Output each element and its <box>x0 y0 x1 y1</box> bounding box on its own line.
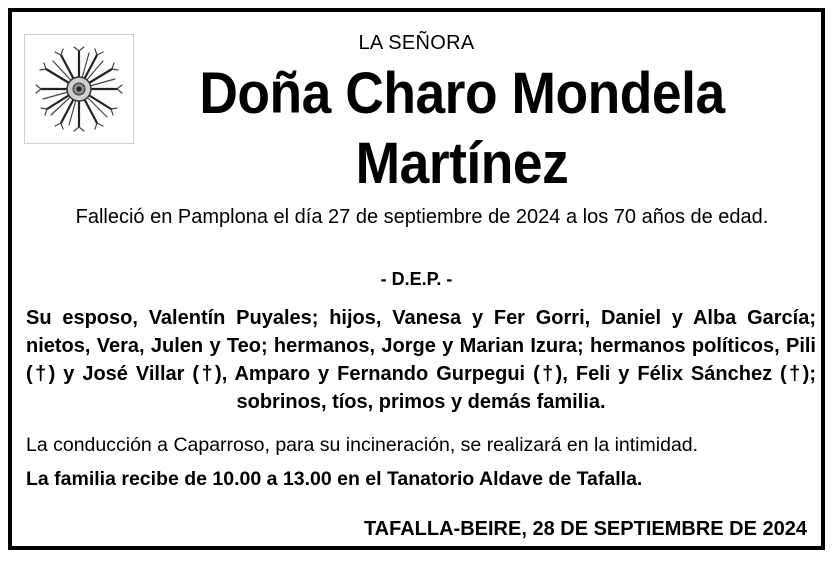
family-list: Su esposo, Valentín Puyales; hijos, Vanesa y Fer Gorri, Daniel y Alba García; nietos, Vera, Julen y Teo; hermanos, Jorge y Marian Izura; hermanos políticos, Pili (†) y José Villar (†), Amparo y Fernando Gurpegui (†), Feli y Félix Sánchez (†); sobrinos, tíos, primos y demás familia. <box>26 307 816 413</box>
reception-info: La familia recibe de 10.00 a 13.00 en el Tanatorio Aldave de Tafalla. <box>26 468 643 490</box>
deceased-name-line-1: Doña Charo Mondela <box>199 61 725 126</box>
place-and-date: TAFALLA-BEIRE, 28 DE SEPTIEMBRE DE 2024 <box>363 518 807 540</box>
deceased-name-line-2: Martínez <box>355 131 569 196</box>
obituary-notice <box>8 8 825 550</box>
conduction-info: La conducción a Caparroso, para su incineración, se realizará en la intimidad. <box>26 434 699 456</box>
death-details: Falleció en Pamplona el día 27 de septiembre de 2024 a los 70 años de edad. <box>75 206 769 228</box>
thistle-flower-icon <box>33 43 125 135</box>
rest-in-peace: - D.E.P. - <box>380 269 453 289</box>
notice-heading: LA SEÑORA <box>358 32 475 54</box>
